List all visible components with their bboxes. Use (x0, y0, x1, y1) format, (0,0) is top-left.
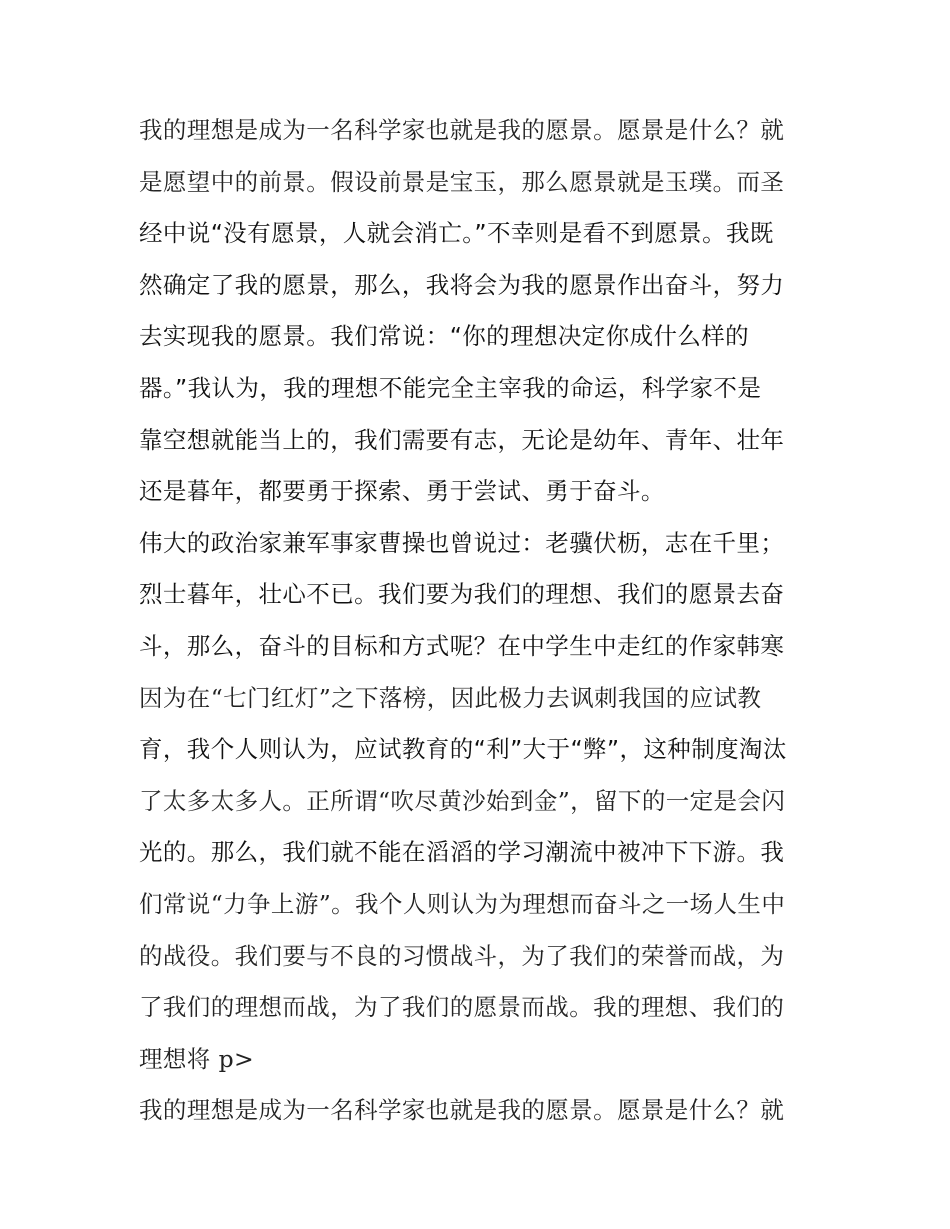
text-line: 理想将 p> (139, 1044, 255, 1073)
text-line: 光的。那么，我们就不能在滔滔的学习潮流中被冲下下游。我 (139, 838, 785, 867)
text-line: 是愿望中的前景。假设前景是宝玉，那么愿景就是玉璞。而圣 (139, 167, 785, 196)
text-line: 还是暮年，都要勇于探索、勇于尝试、勇于奋斗。 (139, 477, 665, 506)
text-line: 经中说“没有愿景，人就会消亡。”不幸则是看不到愿景。我既 (139, 219, 774, 248)
text-line: 我的理想是成为一名科学家也就是我的愿景。愿景是什么？就 (139, 116, 785, 144)
text-line: 了太多太多人。正所谓“吹尽黄沙始到金”，留下的一定是会闪 (139, 786, 786, 815)
text-line: 因为在“七门红灯”之下落榜，因此极力去讽刺我国的应试教 (139, 683, 762, 712)
text-line: 们常说“力争上游”。我个人则认为为理想而奋斗之一场人生中 (139, 889, 786, 918)
text-line: 的战役。我们要与不良的习惯战斗，为了我们的荣誉而战，为 (139, 941, 785, 970)
essay-text-block (139, 108, 829, 1140)
text-line: 育，我个人则认为，应试教育的“利”大于“弊”，这种制度淘汰 (139, 735, 787, 764)
text-line: 了我们的理想而战，为了我们的愿景而战。我的理想、我们的 (139, 993, 785, 1022)
text-line: 靠空想就能当上的，我们需要有志，无论是幼年、青年、壮年 (139, 425, 785, 454)
text-line: 斗，那么，奋斗的目标和方式呢？在中学生中走红的作家韩寒 (139, 631, 785, 660)
text-line: 器。”我认为，我的理想不能完全主宰我的命运，科学家不是 (139, 373, 762, 402)
text-line: 然确定了我的愿景，那么，我将会为我的愿景作出奋斗，努力 (139, 270, 785, 299)
text-line: 烈士暮年，壮心不已。我们要为我们的理想、我们的愿景去奋 (139, 580, 785, 609)
text-line: 伟大的政治家兼军事家曹操也曾说过：老骥伏枥，志在千里； (139, 528, 785, 557)
text-line: 去实现我的愿景。我们常说：“你的理想决定你成什么样的 (139, 322, 750, 351)
text-line: 我的理想是成为一名科学家也就是我的愿景。愿景是什么？就 (139, 1096, 785, 1125)
